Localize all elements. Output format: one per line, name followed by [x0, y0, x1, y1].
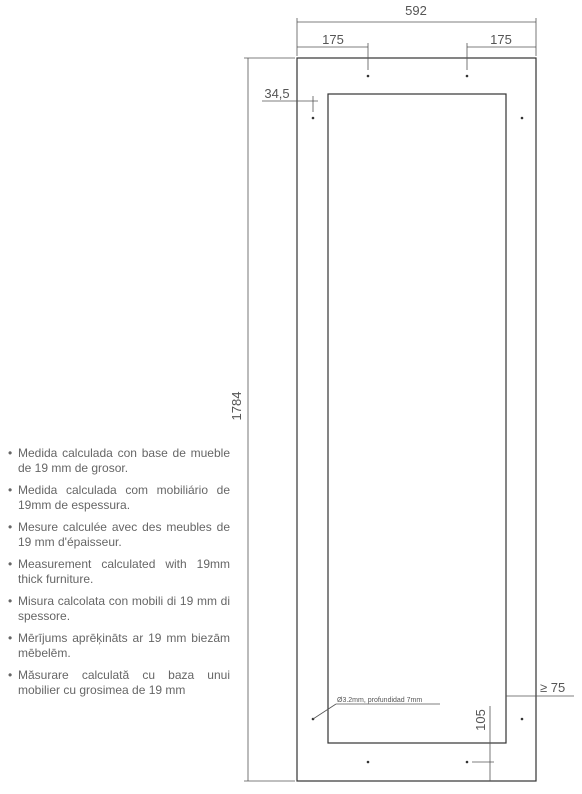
frame-side-label: 34,5 [264, 86, 290, 101]
hole-top-right [466, 75, 469, 78]
note-item [8, 594, 230, 624]
bullet-icon: • [8, 631, 13, 645]
bullet-icon: • [8, 557, 13, 571]
note-item [8, 520, 230, 550]
height-label: 1784 [229, 391, 244, 421]
bullet-icon: • [8, 594, 13, 608]
note-item [8, 557, 230, 587]
hole-leader [313, 704, 440, 719]
hole-bottom-right [466, 761, 469, 764]
hole-top-left [367, 75, 370, 78]
fixing-holes [312, 75, 524, 764]
note-text: Medida calculada con base de mueble de 19 mm de grosor. [18, 446, 230, 475]
hole-note: Ø3.2mm, profundidad 7mm [337, 697, 423, 704]
right-offset-label: 175 [490, 32, 512, 47]
hole-lower-right [521, 718, 524, 721]
bullet-icon: • [8, 668, 13, 682]
inner-cutout [328, 94, 506, 743]
note-item [8, 631, 230, 661]
measurement-notes [8, 446, 230, 705]
hole-bottom-left [367, 761, 370, 764]
note-text: Măsurare calculată cu baza unui mobilier cu grosimea de 19 mm [18, 668, 230, 697]
hole-upper-left [312, 117, 315, 120]
note-item [8, 483, 230, 513]
clearance-label: ≥ 75 [540, 680, 566, 695]
bullet-icon: • [8, 446, 13, 460]
right-offset-dimension [467, 43, 536, 70]
note-text: Medida calculada com mobiliário de 19mm de espessura. [18, 483, 230, 512]
width-label: 592 [405, 3, 427, 18]
note-item [8, 446, 230, 476]
height-dimension [244, 58, 295, 781]
note-text: Mesure calculée avec des meubles de 19 mm d'épaisseur. [18, 520, 230, 549]
left-offset-dimension [297, 43, 368, 70]
note-text: Measurement calculated with 19mm thick furniture. [18, 557, 230, 586]
note-text: Misura calcolata con mobili di 19 mm di spessore. [18, 594, 230, 623]
note-text: Mērījums aprēķināts ar 19 mm biezām mēbelēm. [18, 631, 230, 660]
bottom-margin-label: 105 [473, 709, 488, 731]
note-item [8, 668, 230, 698]
bullet-icon: • [8, 483, 13, 497]
hole-upper-right [521, 117, 524, 120]
left-offset-label: 175 [322, 32, 344, 47]
bullet-icon: • [8, 520, 13, 534]
outer-panel [297, 58, 536, 781]
